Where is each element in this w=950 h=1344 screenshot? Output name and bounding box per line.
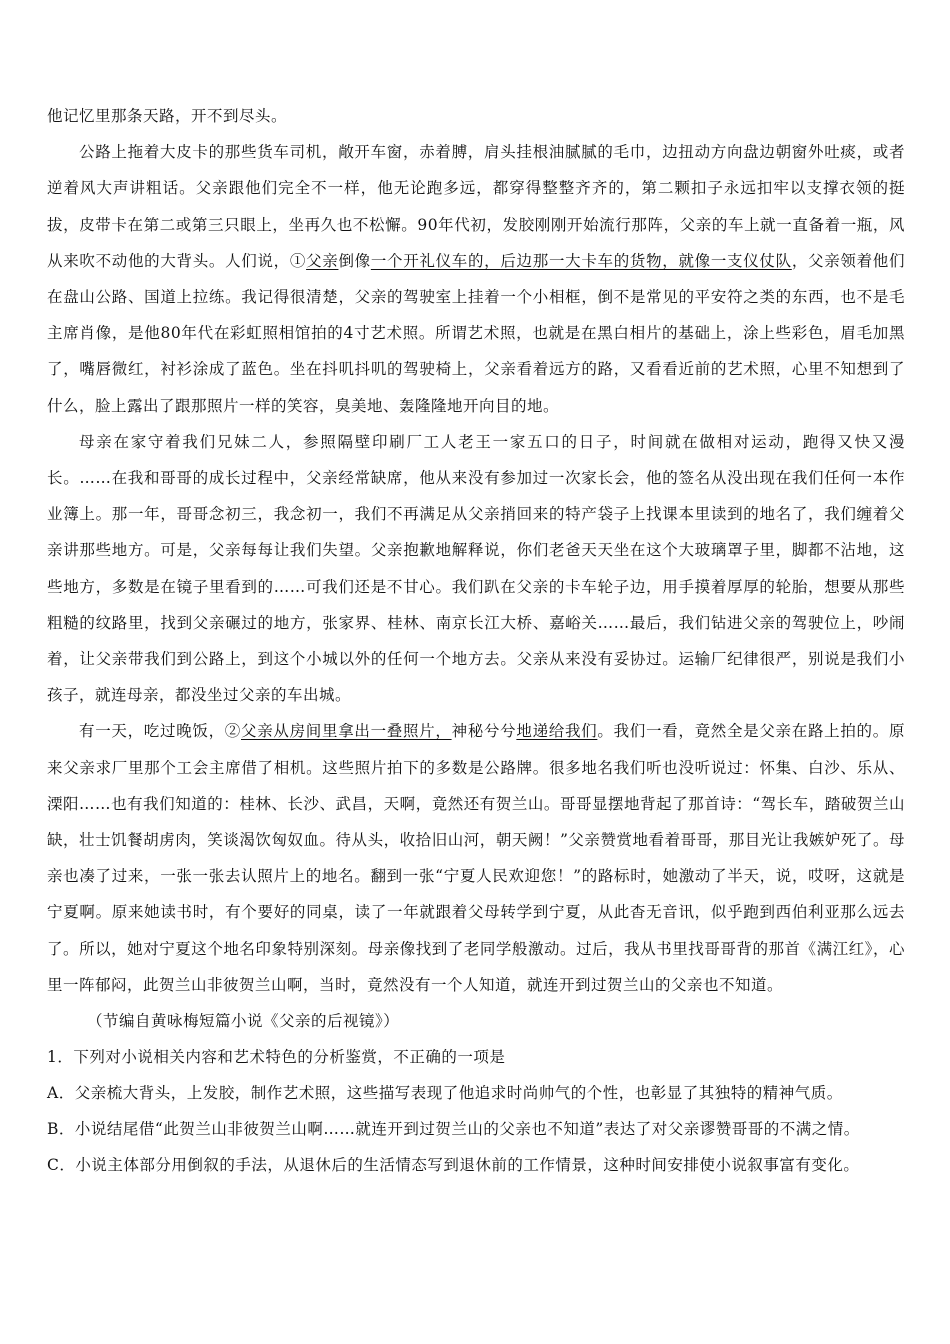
annotation-marker-2: ② (224, 722, 241, 741)
option-b: B．小说结尾借“此贺兰山非彼贺兰山啊……就连开到过贺兰山的父亲也不知道”表达了对父亲谬赞哥哥的不满之情。 (47, 1120, 860, 1139)
annotation-marker-1: ① (289, 251, 307, 270)
document-content (47, 98, 905, 1183)
option-a: A．父亲梳大背头，上发胶，制作艺术照，这些描写表现了他追求时尚帅气的个性，也彰显了其独特的精神气质。 (47, 1084, 843, 1103)
paragraph-2 (47, 134, 905, 424)
paragraph-1: 他记忆里那条天路，开不到尽头。 (47, 107, 288, 125)
underlined-phrase-2a: 父亲从房间里拿出一叠照片， (241, 722, 452, 741)
paragraph-4-text-mid: 神秘兮兮 (451, 722, 517, 741)
underlined-phrase-1b: 一个开礼仪车的，后边那一大卡车的货物，就像一支仪仗队 (370, 251, 792, 270)
paragraph-2-text-a: 公路上拖着大皮卡的那些货车司机，敞开车窗，赤着膊，肩头挂根油腻腻的毛巾，边扭动方向盘边朝窗外吐痰，或者逆着风大声讲粗话。父亲跟他们完全不一样，他无论跑多远，都穿得整整齐齐的，第二颗扣子永远扣牢以支撑衣领的挺拔，皮带卡在第二或第三只眼上，坐再久也不松懈。90年代初，发胶刚刚开始流行那阵，父亲的车上就一直备着一瓶，风从来吹不动他的大背头。人们说， (47, 143, 905, 270)
underlined-phrase-2b: 地递给我们 (516, 722, 598, 741)
source-citation: （节编自黄咏梅短篇小说《父亲的后视镜》） (87, 1012, 400, 1031)
paragraph-4-text-a: 有一天，吃过晚饭， (79, 722, 225, 741)
paragraph-4 (47, 713, 905, 1003)
paragraph-4-text-b: 。我们一看，竟然全是父亲在路上拍的。原来父亲求厂里那个工会主席借了相机。这些照片拍下的多数是公路牌。很多地名我们听也没听说过：怀集、白沙、乐从、溧阳……也有我们知道的：桂林、长沙、武昌，天啊，竟然还有贺兰山。哥哥显摆地背起了那首诗：“驾长车，踏破贺兰山缺，壮士饥餐胡虏肉，笑谈渴饮匈奴血。待从头，收拾旧山河，朝天阙！”父亲赞赏地看着哥哥，那目光让我嫉妒死了。母亲也凑了过来，一张一张去认照片上的地名。翻到一张“宁夏人民欢迎您！”的路标时，她激动了半天，说，哎呀，这就是宁夏啊。原来她读书时，有个要好的同桌，读了一年就跟着父母转学到宁夏，从此杳无音讯，似乎跑到西伯利亚那么远去了。所以，她对宁夏这个地名印象特别深刻。母亲像找到了老同学般激动。过后，我从书里找哥哥背的那首《满江红》，心里一阵郁闷，此贺兰山非彼贺兰山啊，当时，竟然没有一个人知道，就连开到过贺兰山的父亲也不知道。 (47, 722, 905, 994)
option-c: C．小说主体部分用倒叙的手法，从退休后的生活情态写到退休前的工作情景，这种时间安排使小说叙事富有变化。 (47, 1156, 860, 1175)
paragraph-2-text-mid: 倒像 (338, 251, 371, 270)
paragraph-3: 母亲在家守着我们兄妹二人，参照隔壁印刷厂工人老王一家五口的日子，时间就在做相对运动，跑得又快又漫长。……在我和哥哥的成长过程中，父亲经常缺席，他从来没有参加过一次家长会，他的签名从没出现在我们任何一本作业簿上。那一年，哥哥念初三，我念初一，我们不再满足从父亲捎回来的特产袋子上找课本里读到的地名了，我们缠着父亲讲那些地方。可是，父亲每每让我们失望。父亲抱歉地解释说，你们老爸天天坐在这个大玻璃罩子里，脚都不沾地，这些地方，多数是在镜子里看到的……可我们还是不甘心。我们趴在父亲的卡车轮子边，用手摸着厚厚的轮胎，想要从那些粗糙的纹路里，找到父亲碾过的地方，张家界、桂林、南京长江大桥、嘉峪关……最后，我们钻进父亲的驾驶位上，吵闹着，让父亲带我们到公路上，到这个小城以外的任何一个地方去。父亲从来没有妥协过。运输厂纪律很严，别说是我们小孩子，就连母亲，都没坐过父亲的车出城。 (47, 432, 905, 705)
question-stem: 1．下列对小说相关内容和艺术特色的分析鉴赏，不正确的一项是 (47, 1048, 506, 1067)
paragraph-2-text-b: ，父亲领着他们在盘山公路、国道上拉练。我记得很清楚，父亲的驾驶室上挂着一个小相框，倒不是常见的平安符之类的东西，也不是毛主席肖像，是他80年代在彩虹照相馆拍的4寸艺术照。所谓艺术照，也就是在黑白相片的基础上，涂上些彩色，眉毛加黑了，嘴唇微红，衬衫涂成了蓝色。坐在抖叽抖叽的驾驶椅上，父亲看着远方的路，又看看近前的艺术照，心里不知想到了什么，脸上露出了跟那照片一样的笑容，臭美地、轰隆隆地开向目的地。 (47, 251, 905, 415)
underlined-phrase-1a: 父亲 (306, 251, 339, 270)
